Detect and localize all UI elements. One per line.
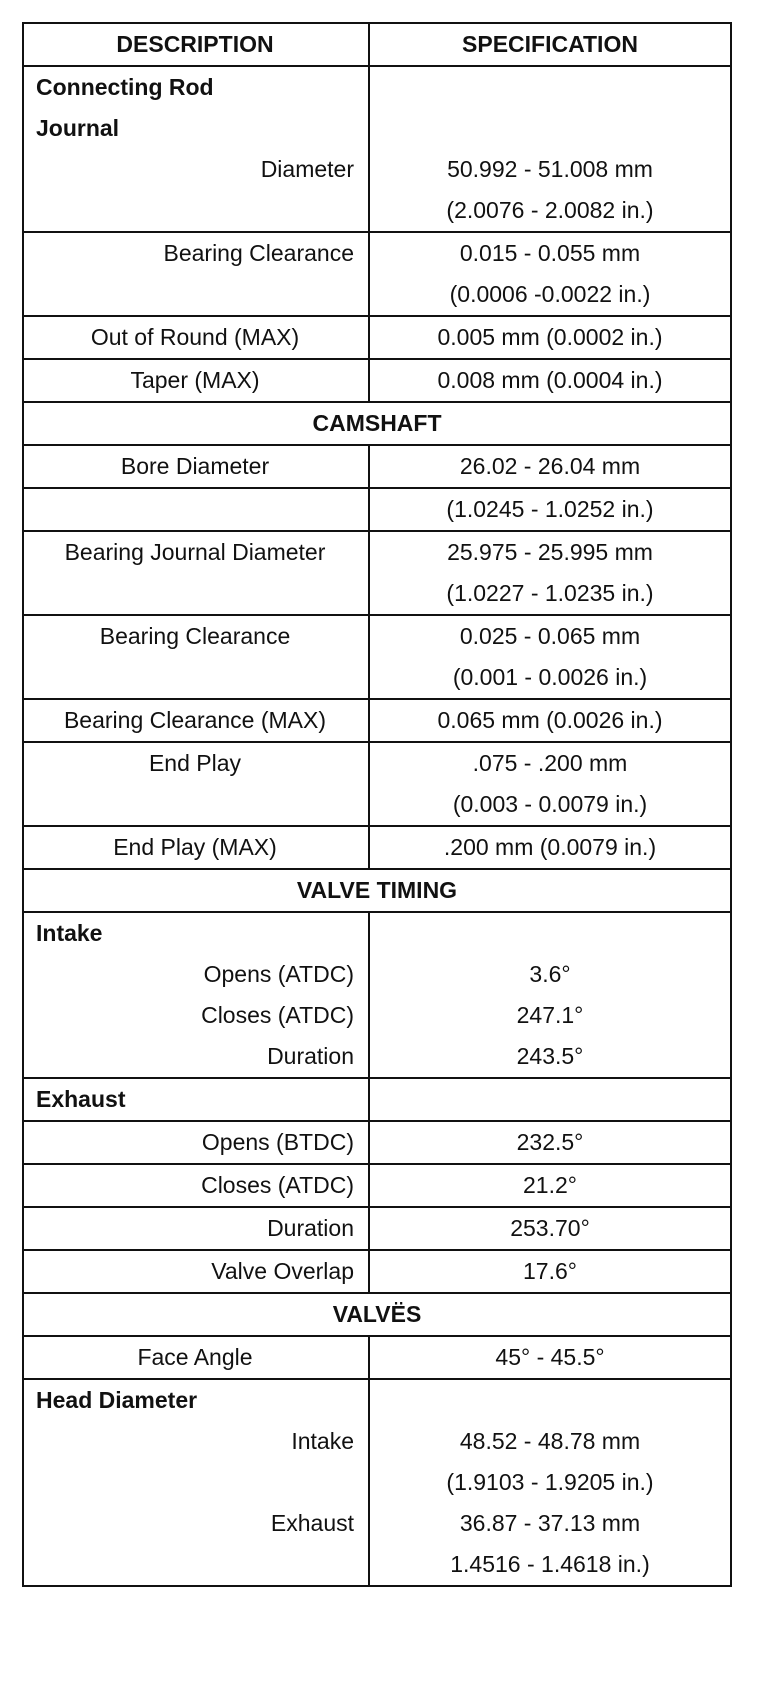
table-header-row	[22, 22, 732, 67]
cam-clearance-max-value: 0.065 mm (0.0026 in.)	[437, 707, 663, 733]
cam-clearance-value-in: (0.001 - 0.0026 in.)	[452, 664, 648, 690]
cam-clearance-label: Bearing Clearance	[99, 623, 291, 649]
cam-journal-label: Bearing Journal Diameter	[64, 539, 326, 565]
cam-bore-value-in: (1.0245 - 1.0252 in.)	[446, 496, 654, 522]
valve-overlap-label: Valve Overlap	[211, 1258, 354, 1284]
rod-taper-value: 0.008 mm (0.0004 in.)	[437, 367, 663, 393]
head-diameter-label: Head Diameter	[36, 1387, 198, 1413]
cam-bore-value: 26.02 - 26.04 mm	[459, 453, 641, 479]
table-row	[22, 1208, 732, 1251]
exhaust-duration-value: 253.70°	[510, 1215, 590, 1241]
rod-diameter-label: Diameter	[260, 156, 354, 182]
intake-group-label: Intake	[36, 920, 103, 946]
cam-clearance-max-label: Bearing Clearance (MAX)	[63, 707, 327, 733]
table-row	[22, 532, 732, 616]
table-row	[22, 616, 732, 700]
rod-diameter-value-in: (2.0076 - 2.0082 in.)	[446, 197, 654, 223]
section-row	[22, 1294, 732, 1337]
table-row	[22, 360, 732, 403]
intake-duration-value: 243.5°	[516, 1043, 584, 1069]
table-row	[22, 1165, 732, 1208]
exhaust-opens-value: 232.5°	[516, 1129, 584, 1155]
rod-clearance-value: 0.015 - 0.055 mm	[459, 240, 641, 266]
head-intake-value: 48.52 - 48.78 mm	[459, 1428, 641, 1454]
face-angle-value: 45° - 45.5°	[495, 1344, 605, 1370]
exhaust-opens-label: Opens (BTDC)	[201, 1129, 354, 1155]
table-row	[22, 1122, 732, 1165]
rod-clearance-label: Bearing Clearance	[163, 240, 354, 266]
rod-taper-label: Taper (MAX)	[130, 367, 260, 393]
section-row	[22, 870, 732, 913]
cam-endplay-label: End Play	[148, 750, 242, 776]
intake-closes-value: 247.1°	[516, 1002, 584, 1028]
head-exhaust-label: Exhaust	[270, 1510, 354, 1536]
rod-diameter-value: 50.992 - 51.008 mm	[447, 156, 653, 182]
table-row	[22, 446, 732, 489]
table-row	[22, 700, 732, 743]
rod-clearance-value-in: (0.0006 -0.0022 in.)	[449, 281, 651, 307]
table-row	[22, 489, 732, 532]
cam-endplay-max-value: .200 mm (0.0079 in.)	[443, 834, 657, 860]
exhaust-closes-label: Closes (ATDC)	[201, 1172, 354, 1198]
rod-group-label-1: Connecting Rod	[36, 74, 214, 100]
spec-table	[22, 22, 732, 1587]
table-row	[22, 317, 732, 360]
table-row	[22, 233, 732, 317]
head-exhaust-value: 36.87 - 37.13 mm	[459, 1510, 641, 1536]
description-header: DESCRIPTION	[116, 31, 274, 57]
cam-endplay-value-in: (0.003 - 0.0079 in.)	[452, 791, 648, 817]
intake-opens-label: Opens (ATDC)	[203, 961, 354, 987]
table-row	[22, 1337, 732, 1380]
head-intake-label: Intake	[291, 1428, 354, 1454]
valve-timing-section-title: VALVE TIMING	[296, 877, 458, 903]
valves-section-title: VALVËS	[332, 1301, 422, 1327]
face-angle-label: Face Angle	[137, 1344, 253, 1370]
table-row	[22, 1251, 732, 1294]
cam-journal-value-in: (1.0227 - 1.0235 in.)	[446, 580, 654, 606]
cam-journal-value: 25.975 - 25.995 mm	[447, 539, 653, 565]
head-intake-value-in: (1.9103 - 1.9205 in.)	[446, 1469, 654, 1495]
table-row	[22, 827, 732, 870]
section-row	[22, 403, 732, 446]
specification-header: SPECIFICATION	[462, 31, 638, 57]
table-row	[22, 1079, 732, 1122]
cam-endplay-max-label: End Play (MAX)	[113, 834, 277, 860]
valve-overlap-value: 17.6°	[523, 1258, 577, 1284]
head-exhaust-value-in: 1.4516 - 1.4618 in.)	[450, 1551, 650, 1577]
exhaust-closes-value: 21.2°	[523, 1172, 577, 1198]
exhaust-group-label: Exhaust	[36, 1086, 126, 1112]
intake-duration-label: Duration	[267, 1043, 354, 1069]
camshaft-section-title: CAMSHAFT	[312, 410, 442, 436]
cam-bore-label: Bore Diameter	[120, 453, 270, 479]
rod-oor-value: 0.005 mm (0.0002 in.)	[437, 324, 663, 350]
intake-closes-label: Closes (ATDC)	[201, 1002, 354, 1028]
cam-clearance-value: 0.025 - 0.065 mm	[459, 623, 641, 649]
table-row	[22, 913, 732, 1079]
cam-endplay-value: .075 - .200 mm	[472, 750, 628, 776]
exhaust-duration-label: Duration	[267, 1215, 354, 1241]
intake-opens-value: 3.6°	[529, 961, 571, 987]
table-row	[22, 1380, 732, 1587]
rod-oor-label: Out of Round (MAX)	[90, 324, 300, 350]
table-row	[22, 67, 732, 233]
table-row	[22, 743, 732, 827]
rod-group-label-2: Journal	[36, 115, 120, 141]
